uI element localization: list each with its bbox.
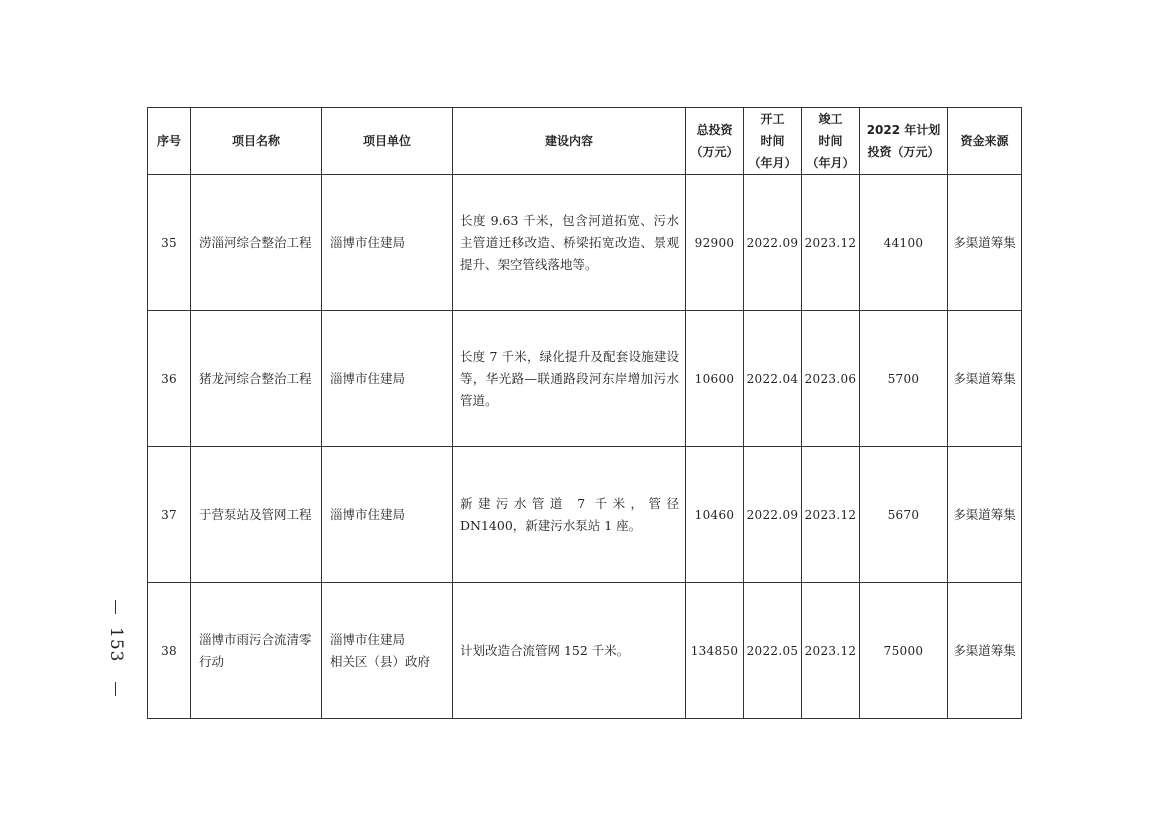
cell-funding-source: 多渠道筹集 [948, 175, 1022, 311]
page-number-dash-bottom [115, 682, 116, 696]
table-row [148, 583, 1022, 719]
cell-project-unit: 淄博市住建局 相关区（县）政府 [322, 583, 453, 719]
cell-end-time: 2023.12 [802, 583, 860, 719]
cell-total-investment: 10600 [686, 311, 744, 447]
cell-funding-source: 多渠道筹集 [948, 583, 1022, 719]
cell-project-name: 于营泵站及管网工程 [191, 447, 322, 583]
cell-funding-source: 多渠道筹集 [948, 311, 1022, 447]
project-table [147, 107, 1022, 719]
cell-2022-plan: 5670 [860, 447, 948, 583]
cell-start-time: 2022.05 [744, 583, 802, 719]
table-row [148, 447, 1022, 583]
cell-end-time: 2023.12 [802, 175, 860, 311]
cell-total-investment: 134850 [686, 583, 744, 719]
header-project-name: 项目名称 [191, 108, 322, 175]
cell-funding-source: 多渠道筹集 [948, 447, 1022, 583]
header-total-investment: 总投资 （万元） [686, 108, 744, 175]
header-start-time: 开工 时间 （年月） [744, 108, 802, 175]
header-funding-source: 资金来源 [948, 108, 1022, 175]
header-row [148, 108, 1022, 175]
cell-serial: 36 [148, 311, 191, 447]
cell-end-time: 2023.06 [802, 311, 860, 447]
cell-2022-plan: 44100 [860, 175, 948, 311]
table-row [148, 175, 1022, 311]
cell-project-unit: 淄博市住建局 [322, 311, 453, 447]
cell-content: 计划改造合流管网 152 千米。 [453, 583, 686, 719]
header-end-time: 竣工 时间 （年月） [802, 108, 860, 175]
cell-start-time: 2022.04 [744, 311, 802, 447]
cell-2022-plan: 5700 [860, 311, 948, 447]
cell-serial: 35 [148, 175, 191, 311]
header-serial: 序号 [148, 108, 191, 175]
cell-content: 新建污水管道 7 千米，管径 DN1400，新建污水泵站 1 座。 [453, 447, 686, 583]
cell-end-time: 2023.12 [802, 447, 860, 583]
page-number-dash-top [115, 600, 116, 614]
cell-2022-plan: 75000 [860, 583, 948, 719]
cell-start-time: 2022.09 [744, 447, 802, 583]
header-content: 建设内容 [453, 108, 686, 175]
cell-project-unit: 淄博市住建局 [322, 175, 453, 311]
cell-project-name: 涝淄河综合整治工程 [191, 175, 322, 311]
cell-content: 长度 9.63 千米，包含河道拓宽、污水主管道迁移改造、桥梁拓宽改造、景观提升、架空管线落地等。 [453, 175, 686, 311]
cell-total-investment: 92900 [686, 175, 744, 311]
cell-project-unit: 淄博市住建局 [322, 447, 453, 583]
header-project-unit: 项目单位 [322, 108, 453, 175]
cell-serial: 37 [148, 447, 191, 583]
cell-project-name: 淄博市雨污合流清零行动 [191, 583, 322, 719]
page-number: 153 [106, 627, 126, 663]
header-2022-plan: 2022 年计划 投资（万元） [860, 108, 948, 175]
cell-content: 长度 7 千米，绿化提升及配套设施建设等，华光路—联通路段河东岸增加污水管道。 [453, 311, 686, 447]
cell-start-time: 2022.09 [744, 175, 802, 311]
cell-serial: 38 [148, 583, 191, 719]
cell-project-name: 猪龙河综合整治工程 [191, 311, 322, 447]
cell-total-investment: 10460 [686, 447, 744, 583]
table-row [148, 311, 1022, 447]
